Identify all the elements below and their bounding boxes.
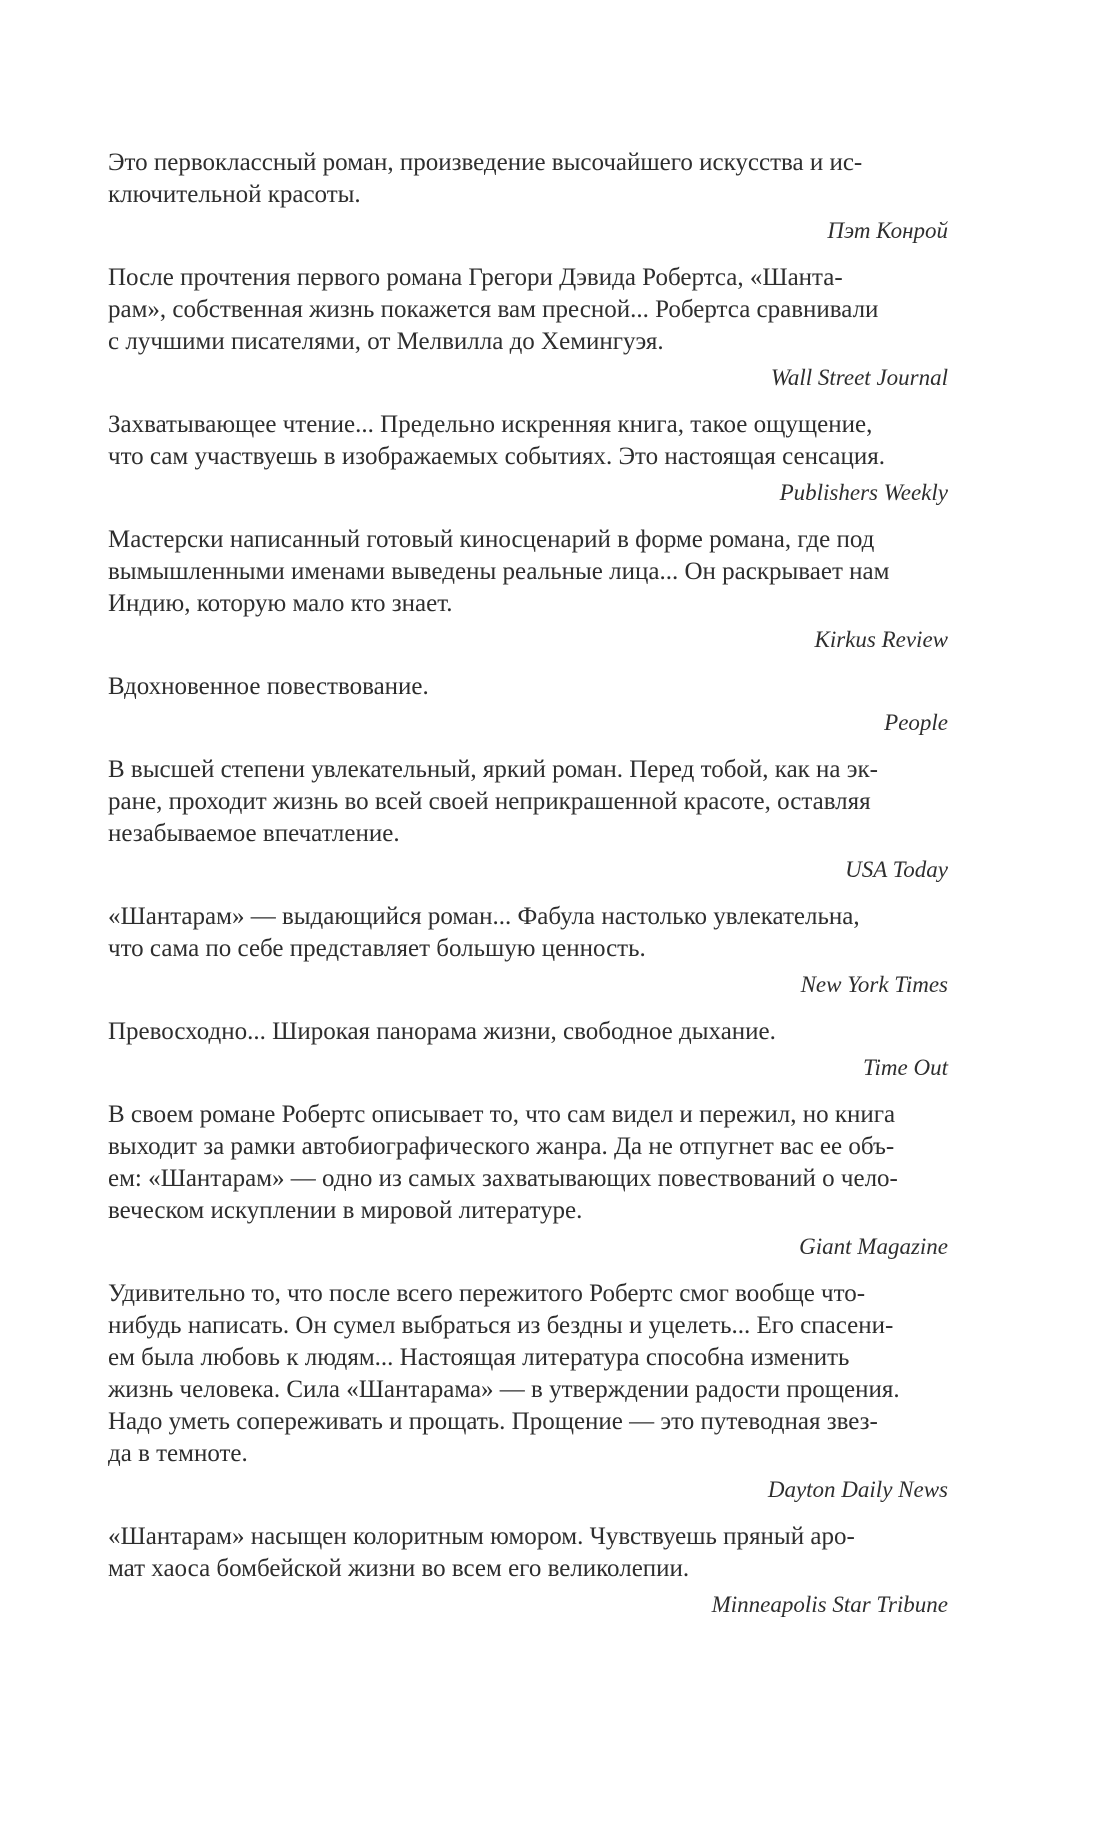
quote-line: В высшей степени увлекательный, яркий роман. Перед тобой, как на эк- xyxy=(108,756,878,783)
quote-line: незабываемое впечатление. xyxy=(108,820,400,847)
quote-line: Это первоклассный роман, произведение высочайшего искусства и ис- xyxy=(108,149,863,176)
quote-line: веческом искуплении в мировой литературе. xyxy=(108,1197,583,1224)
quote-line: что сама по себе представляет большую ценность. xyxy=(108,935,646,962)
quote-source: Publishers Weekly xyxy=(779,480,948,505)
review-quote xyxy=(108,901,948,1000)
review-quote xyxy=(108,1099,948,1262)
quote-line: выходит за рамки автобиографического жанра. Да не отпугнет вас ее объ- xyxy=(108,1133,895,1160)
quote-text xyxy=(108,671,948,703)
quote-line: жизнь человека. Сила «Шантарама» — в утверждении радости прощения. xyxy=(108,1376,900,1403)
quote-text xyxy=(108,1099,948,1227)
quote-line: что сам участвуешь в изображаемых событиях. Это настоящая сенсация. xyxy=(108,443,886,470)
review-quote xyxy=(108,262,948,393)
quote-source: Wall Street Journal xyxy=(770,365,948,390)
quote-line: ем была любовь к людям... Настоящая литература способна изменить xyxy=(108,1344,850,1371)
quote-line: В своем романе Робертс описывает то, что сам видел и пережил, но книга xyxy=(108,1101,896,1128)
quote-source: Kirkus Review xyxy=(814,627,948,652)
quote-source: Giant Magazine xyxy=(799,1234,948,1259)
quote-line: мат хаоса бомбейской жизни во всем его великолепии. xyxy=(108,1555,690,1582)
quote-text xyxy=(108,901,948,965)
review-quote xyxy=(108,524,948,655)
quote-text xyxy=(108,1016,948,1048)
quote-text xyxy=(108,147,948,211)
quote-text xyxy=(108,1278,948,1470)
quote-line: Вдохновенное повествование. xyxy=(108,673,429,700)
review-quote xyxy=(108,671,948,738)
quote-source: People xyxy=(884,710,948,735)
review-quote xyxy=(108,147,948,246)
review-quote xyxy=(108,1521,948,1620)
quote-line: ключительной красоты. xyxy=(108,181,361,208)
quote-line: После прочтения первого романа Грегори Дэвида Робертса, «Шанта- xyxy=(108,264,843,291)
quote-text xyxy=(108,754,948,850)
quote-line: вымышленными именами выведены реальные лица... Он раскрывает нам xyxy=(108,558,890,585)
quote-line: ем: «Шантарам» — одно из самых захватывающих повествований о чело- xyxy=(108,1165,898,1192)
quote-text xyxy=(108,409,948,473)
review-quote xyxy=(108,409,948,508)
quote-text xyxy=(108,1521,948,1585)
quote-line: ране, проходит жизнь во всей своей неприкрашенной красоте, оставляя xyxy=(108,788,871,815)
quote-line: Захватывающее чтение... Предельно искренняя книга, такое ощущение, xyxy=(108,411,873,438)
quote-source: Minneapolis Star Tribune xyxy=(711,1592,948,1617)
quote-line: нибудь написать. Он сумел выбраться из бездны и уцелеть... Его спасени- xyxy=(108,1312,894,1339)
quote-text xyxy=(108,524,948,620)
quote-line: Надо уметь сопереживать и прощать. Прощение — это путеводная звез- xyxy=(108,1408,878,1435)
review-quote xyxy=(108,1278,948,1505)
quote-line: Превосходно... Широкая панорама жизни, свободное дыхание. xyxy=(108,1018,776,1045)
quote-line: «Шантарам» насыщен колоритным юмором. Чувствуешь пряный аро- xyxy=(108,1523,855,1550)
quote-source: Dayton Daily News xyxy=(767,1477,948,1502)
quote-text xyxy=(108,262,948,358)
quote-source: Пэт Конрой xyxy=(827,218,948,243)
quote-line: Индию, которую мало кто знает. xyxy=(108,590,453,617)
quote-line: с лучшими писателями, от Мелвилла до Хемингуэя. xyxy=(108,328,664,355)
review-quote xyxy=(108,754,948,885)
quote-line: Удивительно то, что после всего пережитого Робертс смог вообще что- xyxy=(108,1280,866,1307)
quote-line: рам», собственная жизнь покажется вам пресной... Робертса сравнивали xyxy=(108,296,879,323)
quote-line: да в темноте. xyxy=(108,1440,248,1467)
quote-source: New York Times xyxy=(800,972,948,997)
review-quote xyxy=(108,1016,948,1083)
quote-source: USA Today xyxy=(845,857,948,882)
quote-source: Time Out xyxy=(863,1055,948,1080)
quote-line: «Шантарам» — выдающийся роман... Фабула настолько увлекательна, xyxy=(108,903,860,930)
quote-line: Мастерски написанный готовый киносценарий в форме романа, где под xyxy=(108,526,875,553)
praise-page-text-column xyxy=(108,147,948,1636)
